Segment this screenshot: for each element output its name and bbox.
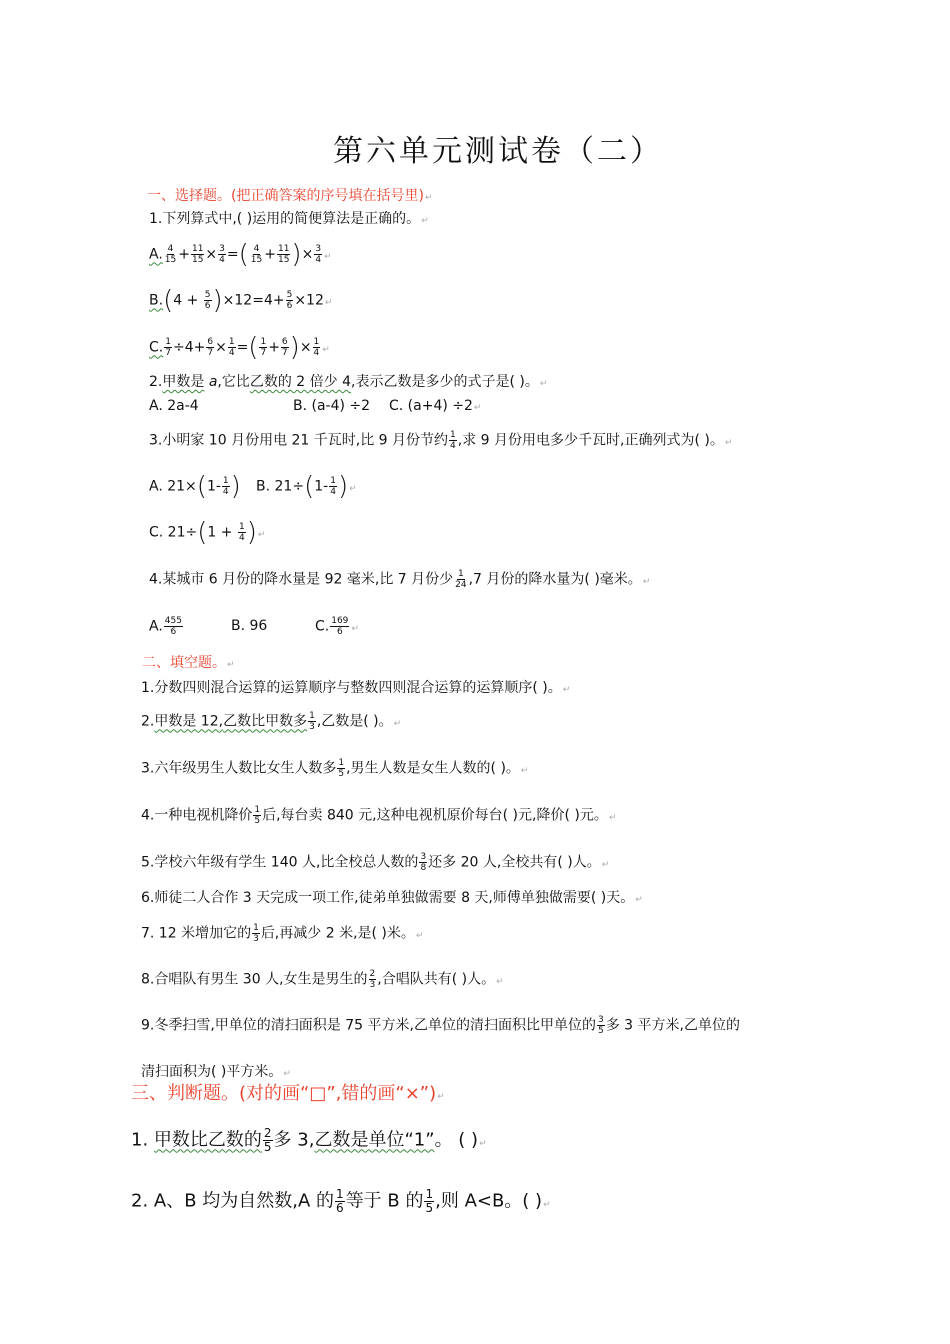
denominator: 6 bbox=[204, 301, 211, 311]
question-part: 9.冬季扫雪,甲单位的清扫面积是 75 平方米,乙单位的清扫面积比甲单位的 bbox=[141, 1017, 596, 1034]
s1-q1-stem bbox=[149, 209, 429, 231]
s1-q4-opt-a bbox=[149, 616, 184, 637]
numerator: 1 bbox=[253, 923, 259, 933]
operator: + bbox=[264, 246, 276, 263]
q-number: 2. bbox=[141, 713, 155, 730]
denominator: 5 bbox=[254, 816, 261, 826]
stem-part: ,它比 bbox=[217, 374, 250, 390]
fraction bbox=[330, 616, 349, 637]
question-part: ,则 A<B。( ) bbox=[435, 1190, 543, 1212]
option-text: C. 21÷ bbox=[149, 524, 198, 541]
stem-part: ,求 9 月份用电多少千瓦时,正确列式为( )。 bbox=[457, 432, 724, 449]
s2-q9-cont bbox=[141, 1062, 291, 1084]
s2-q2 bbox=[141, 711, 401, 734]
return-mark-icon: ↵ bbox=[322, 344, 330, 355]
paren: ) bbox=[246, 517, 257, 548]
number: 4 bbox=[173, 292, 183, 309]
s1-q1-option-b bbox=[149, 285, 333, 316]
s1-q1-stem-text: 1.下列算式中,( )运用的简便算法是正确的。 bbox=[149, 211, 421, 227]
variable: a bbox=[208, 374, 218, 390]
s2-q8 bbox=[141, 969, 504, 992]
option-text: B. 21÷ bbox=[256, 478, 305, 495]
denominator: 4 bbox=[313, 348, 320, 358]
question-part: 等于 B 的 bbox=[345, 1190, 424, 1212]
operator: = bbox=[236, 339, 249, 356]
return-mark-icon: ↵ bbox=[724, 437, 733, 448]
numerator: 1 bbox=[222, 476, 229, 486]
s1-q1-option-a bbox=[149, 239, 332, 270]
fraction bbox=[286, 290, 294, 311]
denominator: 4 bbox=[450, 441, 456, 451]
question-part: 多 3 平方米,乙单位的 bbox=[605, 1017, 740, 1034]
fraction bbox=[308, 711, 316, 732]
fraction bbox=[250, 244, 263, 265]
operator: + bbox=[220, 524, 233, 541]
question-part: ,男生人数是女生人数的( )。 bbox=[346, 760, 520, 777]
paren: ( bbox=[196, 471, 207, 502]
question-part: 2. A、B 均为自然数,A 的 bbox=[131, 1190, 335, 1212]
denominator: 5 bbox=[597, 1026, 604, 1036]
question-part: ,合唱队共有( )人。 bbox=[377, 971, 496, 988]
numerator: 1 bbox=[238, 522, 245, 532]
return-mark-icon: ↵ bbox=[539, 379, 548, 389]
denominator: 15 bbox=[164, 255, 177, 265]
return-mark-icon: ↵ bbox=[601, 859, 610, 870]
numerator: 2 bbox=[369, 969, 376, 979]
operator: + bbox=[186, 292, 199, 309]
numerator: 3 bbox=[420, 852, 427, 862]
operator: + bbox=[193, 339, 206, 356]
fraction bbox=[369, 969, 377, 990]
fraction bbox=[424, 1188, 434, 1215]
denominator: 5 bbox=[338, 769, 345, 779]
fraction bbox=[206, 337, 214, 358]
number: 1 bbox=[207, 524, 217, 541]
numerator: 1 bbox=[228, 337, 235, 347]
paren: ( bbox=[304, 471, 315, 502]
numerator: 11 bbox=[277, 244, 290, 254]
fraction bbox=[277, 244, 290, 265]
denominator: 7 bbox=[207, 348, 214, 358]
fraction bbox=[597, 1015, 605, 1036]
section1-heading-text: 一、选择题。(把正确答案的序号填在括号里) bbox=[147, 188, 424, 204]
denominator: 15 bbox=[191, 255, 204, 265]
fraction bbox=[164, 337, 172, 358]
return-mark-icon: ↵ bbox=[283, 1069, 291, 1079]
numerator: 4 bbox=[253, 244, 260, 254]
operator: + bbox=[268, 339, 280, 356]
return-mark-icon: ↵ bbox=[642, 576, 651, 587]
question-part: 还多 20 人,全校共有( )人。 bbox=[428, 854, 601, 871]
fraction bbox=[314, 244, 322, 265]
stem-part: ,7 月份的降水量为( )毫米。 bbox=[468, 571, 642, 588]
question-text: 6.师徒二人合作 3 天完成一项工作,徒弟单独做需要 8 天,师傅单独做需要( )天。 bbox=[141, 890, 635, 906]
section1-heading bbox=[147, 186, 432, 208]
s1-q4-stem bbox=[149, 569, 650, 592]
operator: ÷ bbox=[172, 339, 185, 356]
s2-q9 bbox=[141, 1015, 740, 1036]
return-mark-icon: ↵ bbox=[324, 251, 332, 262]
option-text: C. bbox=[315, 618, 330, 635]
fraction bbox=[253, 805, 261, 826]
paren: ( bbox=[163, 285, 174, 316]
question-part: 4.一种电视机降价 bbox=[141, 807, 253, 824]
expression: ×12=4+ bbox=[222, 292, 285, 309]
paren: ) bbox=[212, 285, 223, 316]
return-mark-icon: ↵ bbox=[351, 623, 359, 634]
fraction bbox=[259, 337, 267, 358]
return-mark-icon: ↵ bbox=[424, 193, 433, 203]
stem-part: 乙数的 2 倍少 4 bbox=[249, 374, 352, 390]
fraction bbox=[337, 758, 345, 779]
return-mark-icon: ↵ bbox=[520, 765, 529, 776]
s2-q7 bbox=[141, 923, 423, 946]
expression: ×12 bbox=[294, 292, 324, 309]
return-mark-icon: ↵ bbox=[496, 976, 504, 987]
denominator: 4 bbox=[315, 255, 322, 265]
return-mark-icon: ↵ bbox=[635, 895, 643, 905]
return-mark-icon: ↵ bbox=[562, 685, 571, 695]
denominator: 15 bbox=[277, 255, 290, 265]
option-b-label: B. bbox=[149, 292, 164, 309]
s1-q3-opt-b bbox=[256, 471, 357, 502]
question-part: 清扫面积为( )平方米。 bbox=[141, 1064, 283, 1080]
paren: ) bbox=[337, 471, 349, 502]
numerator: 1 bbox=[336, 1187, 344, 1201]
q-number: 2. bbox=[149, 374, 163, 390]
denominator: 4 bbox=[238, 533, 245, 543]
return-mark-icon: ↵ bbox=[415, 930, 424, 941]
denominator: 15 bbox=[250, 255, 263, 265]
fraction bbox=[419, 852, 427, 873]
question-part: 7. 12 米增加它的 bbox=[141, 925, 252, 942]
question-part: 后,再减少 2 米,是( )米。 bbox=[260, 925, 415, 942]
paren: ( bbox=[248, 332, 259, 363]
denominator: 6 bbox=[286, 301, 293, 311]
fraction bbox=[335, 1188, 345, 1215]
numerator: 5 bbox=[204, 290, 211, 300]
section2-heading-text: 二、填空题。 bbox=[142, 655, 226, 671]
numerator: 4 bbox=[167, 244, 174, 254]
fraction bbox=[313, 337, 321, 358]
s1-q2-opt-c bbox=[389, 396, 481, 418]
number: 1 bbox=[206, 478, 216, 495]
s2-q6 bbox=[141, 888, 643, 910]
question-part: 甲数比乙数的 bbox=[153, 1129, 262, 1151]
operator: - bbox=[323, 478, 329, 495]
section2-heading bbox=[142, 653, 235, 675]
denominator: 3 bbox=[253, 934, 259, 944]
denominator: 4 bbox=[228, 348, 235, 358]
numerator: 1 bbox=[425, 1187, 434, 1201]
question-text: 1.分数四则混合运算的运算顺序与整数四则混合运算的运算顺序( )。 bbox=[141, 680, 562, 696]
section3-heading-text: 三、判断题。(对的画“□”,错的画“×”) bbox=[131, 1083, 437, 1104]
return-mark-icon: ↵ bbox=[393, 718, 402, 729]
numerator: 11 bbox=[191, 244, 204, 254]
numerator: 1 bbox=[165, 337, 171, 347]
option-text: C. (a+4) ÷2 bbox=[389, 398, 473, 414]
s3-q2 bbox=[131, 1188, 551, 1218]
s3-q1 bbox=[131, 1127, 487, 1157]
fraction bbox=[164, 616, 183, 637]
numerator: 455 bbox=[164, 616, 182, 626]
option-text: A. 21× bbox=[149, 478, 197, 495]
operator: × bbox=[299, 339, 312, 356]
s1-q4-opt-b: B. 96 bbox=[231, 618, 268, 634]
s1-q4-opt-c bbox=[315, 616, 359, 639]
return-mark-icon: ↵ bbox=[608, 812, 617, 823]
numerator: 1 bbox=[254, 805, 261, 815]
operator: × bbox=[215, 339, 227, 356]
stem-part: 甲数是 bbox=[162, 374, 205, 390]
denominator: 3 bbox=[369, 980, 376, 990]
numerator: 1 bbox=[338, 758, 345, 768]
q-number: 1. bbox=[131, 1129, 154, 1151]
return-mark-icon: ↵ bbox=[324, 297, 333, 308]
fraction bbox=[204, 290, 212, 311]
question-part: 多 3, bbox=[273, 1129, 315, 1151]
s1-q3-opt-a bbox=[149, 471, 241, 502]
fraction bbox=[449, 430, 457, 451]
fraction bbox=[329, 476, 337, 497]
fraction bbox=[218, 244, 226, 265]
question-part: 乙数是单位“1” bbox=[314, 1129, 435, 1151]
paren: ( bbox=[197, 517, 208, 548]
numerator: 3 bbox=[597, 1015, 604, 1025]
denominator: 6 bbox=[336, 627, 343, 637]
numerator: 1 bbox=[309, 711, 315, 721]
numerator: 1 bbox=[330, 476, 336, 486]
number: 4 bbox=[184, 339, 194, 356]
fraction bbox=[164, 244, 177, 265]
numerator: 1 bbox=[313, 337, 320, 347]
paren: ( bbox=[238, 239, 249, 270]
s1-q3-stem bbox=[149, 430, 732, 453]
fraction bbox=[252, 923, 260, 944]
operator: - bbox=[215, 478, 221, 495]
question-part: 。 ( ) bbox=[434, 1129, 479, 1151]
paren: ) bbox=[291, 239, 302, 270]
question-part: ,乙数是( )。 bbox=[316, 713, 393, 730]
fraction bbox=[238, 522, 246, 543]
s2-q1 bbox=[141, 678, 570, 700]
denominator: 6 bbox=[170, 627, 177, 637]
question-part: 乙数比甲数多 bbox=[223, 713, 308, 730]
numerator: 3 bbox=[315, 244, 322, 254]
return-mark-icon: ↵ bbox=[543, 1199, 551, 1210]
denominator: 7 bbox=[260, 348, 267, 358]
s1-q3-opt-c bbox=[149, 517, 266, 548]
s2-q4 bbox=[141, 805, 616, 828]
number: 1 bbox=[314, 478, 324, 495]
operator: × bbox=[301, 246, 314, 263]
stem-part: 3.小明家 10 月份用电 21 千瓦时,比 9 月份节约 bbox=[149, 432, 449, 449]
s1-q2-stem bbox=[149, 372, 547, 394]
question-part: 5.学校六年级有学生 140 人,比全校总人数的 bbox=[141, 854, 419, 871]
fraction bbox=[454, 569, 467, 590]
denominator: 4 bbox=[330, 487, 336, 497]
denominator: 3 bbox=[309, 722, 315, 732]
numerator: 1 bbox=[260, 337, 267, 347]
denominator: 7 bbox=[281, 348, 288, 358]
page-title: 第六单元测试卷（二） bbox=[333, 134, 663, 169]
paren: ) bbox=[230, 471, 241, 502]
numerator: 5 bbox=[286, 290, 293, 300]
s1-q2-opt-a: A. 2a-4 bbox=[149, 398, 199, 414]
stem-part: ,表示乙数是多少的式子是( )。 bbox=[351, 374, 539, 390]
s1-q1-option-c bbox=[149, 332, 330, 363]
denominator: 5 bbox=[263, 1140, 272, 1154]
return-mark-icon: ↵ bbox=[437, 1092, 445, 1102]
s2-q5 bbox=[141, 852, 609, 875]
numerator: 3 bbox=[219, 244, 225, 254]
operator: × bbox=[205, 246, 218, 263]
return-mark-icon: ↵ bbox=[479, 1138, 487, 1149]
return-mark-icon: ↵ bbox=[473, 403, 482, 413]
s1-q2-opt-b: B. (a-4) ÷2 bbox=[293, 398, 371, 414]
return-mark-icon: ↵ bbox=[349, 483, 357, 494]
return-mark-icon: ↵ bbox=[227, 660, 235, 670]
numerator: 169 bbox=[331, 616, 349, 626]
fraction bbox=[263, 1127, 273, 1154]
numerator: 6 bbox=[281, 337, 288, 347]
fraction bbox=[191, 244, 204, 265]
denominator: 6 bbox=[336, 1201, 344, 1215]
option-a-label: A. bbox=[149, 246, 163, 263]
denominator: 4 bbox=[219, 255, 225, 265]
return-mark-icon: ↵ bbox=[421, 216, 429, 226]
section3-heading bbox=[131, 1084, 445, 1107]
fraction bbox=[222, 476, 230, 497]
paren: ) bbox=[289, 332, 300, 363]
denominator: 24 bbox=[455, 580, 467, 590]
stem-part: 4.某城市 6 月份的降水量是 92 毫米,比 7 月份少 bbox=[149, 571, 454, 588]
numerator: 6 bbox=[207, 337, 214, 347]
denominator: 5 bbox=[425, 1201, 434, 1215]
operator: + bbox=[178, 246, 190, 263]
operator: = bbox=[226, 246, 239, 263]
question-part: 甲数是 12, bbox=[154, 713, 224, 730]
numerator: 1 bbox=[450, 430, 456, 440]
denominator: 8 bbox=[420, 863, 427, 873]
option-c-label: C. bbox=[149, 339, 164, 356]
s2-q3 bbox=[141, 758, 528, 781]
numerator: 1 bbox=[458, 569, 464, 579]
option-text: A. bbox=[149, 618, 163, 635]
denominator: 4 bbox=[222, 487, 229, 497]
denominator: 7 bbox=[165, 348, 171, 358]
fraction bbox=[281, 337, 289, 358]
numerator: 2 bbox=[263, 1126, 272, 1140]
question-part: 后,每台卖 840 元,这种电视机原价每台( )元,降价( )元。 bbox=[262, 807, 608, 824]
question-part: 8.合唱队有男生 30 人,女生是男生的 bbox=[141, 971, 368, 988]
fraction bbox=[228, 337, 236, 358]
return-mark-icon: ↵ bbox=[257, 529, 266, 540]
question-part: 3.六年级男生人数比女生人数多 bbox=[141, 760, 337, 777]
